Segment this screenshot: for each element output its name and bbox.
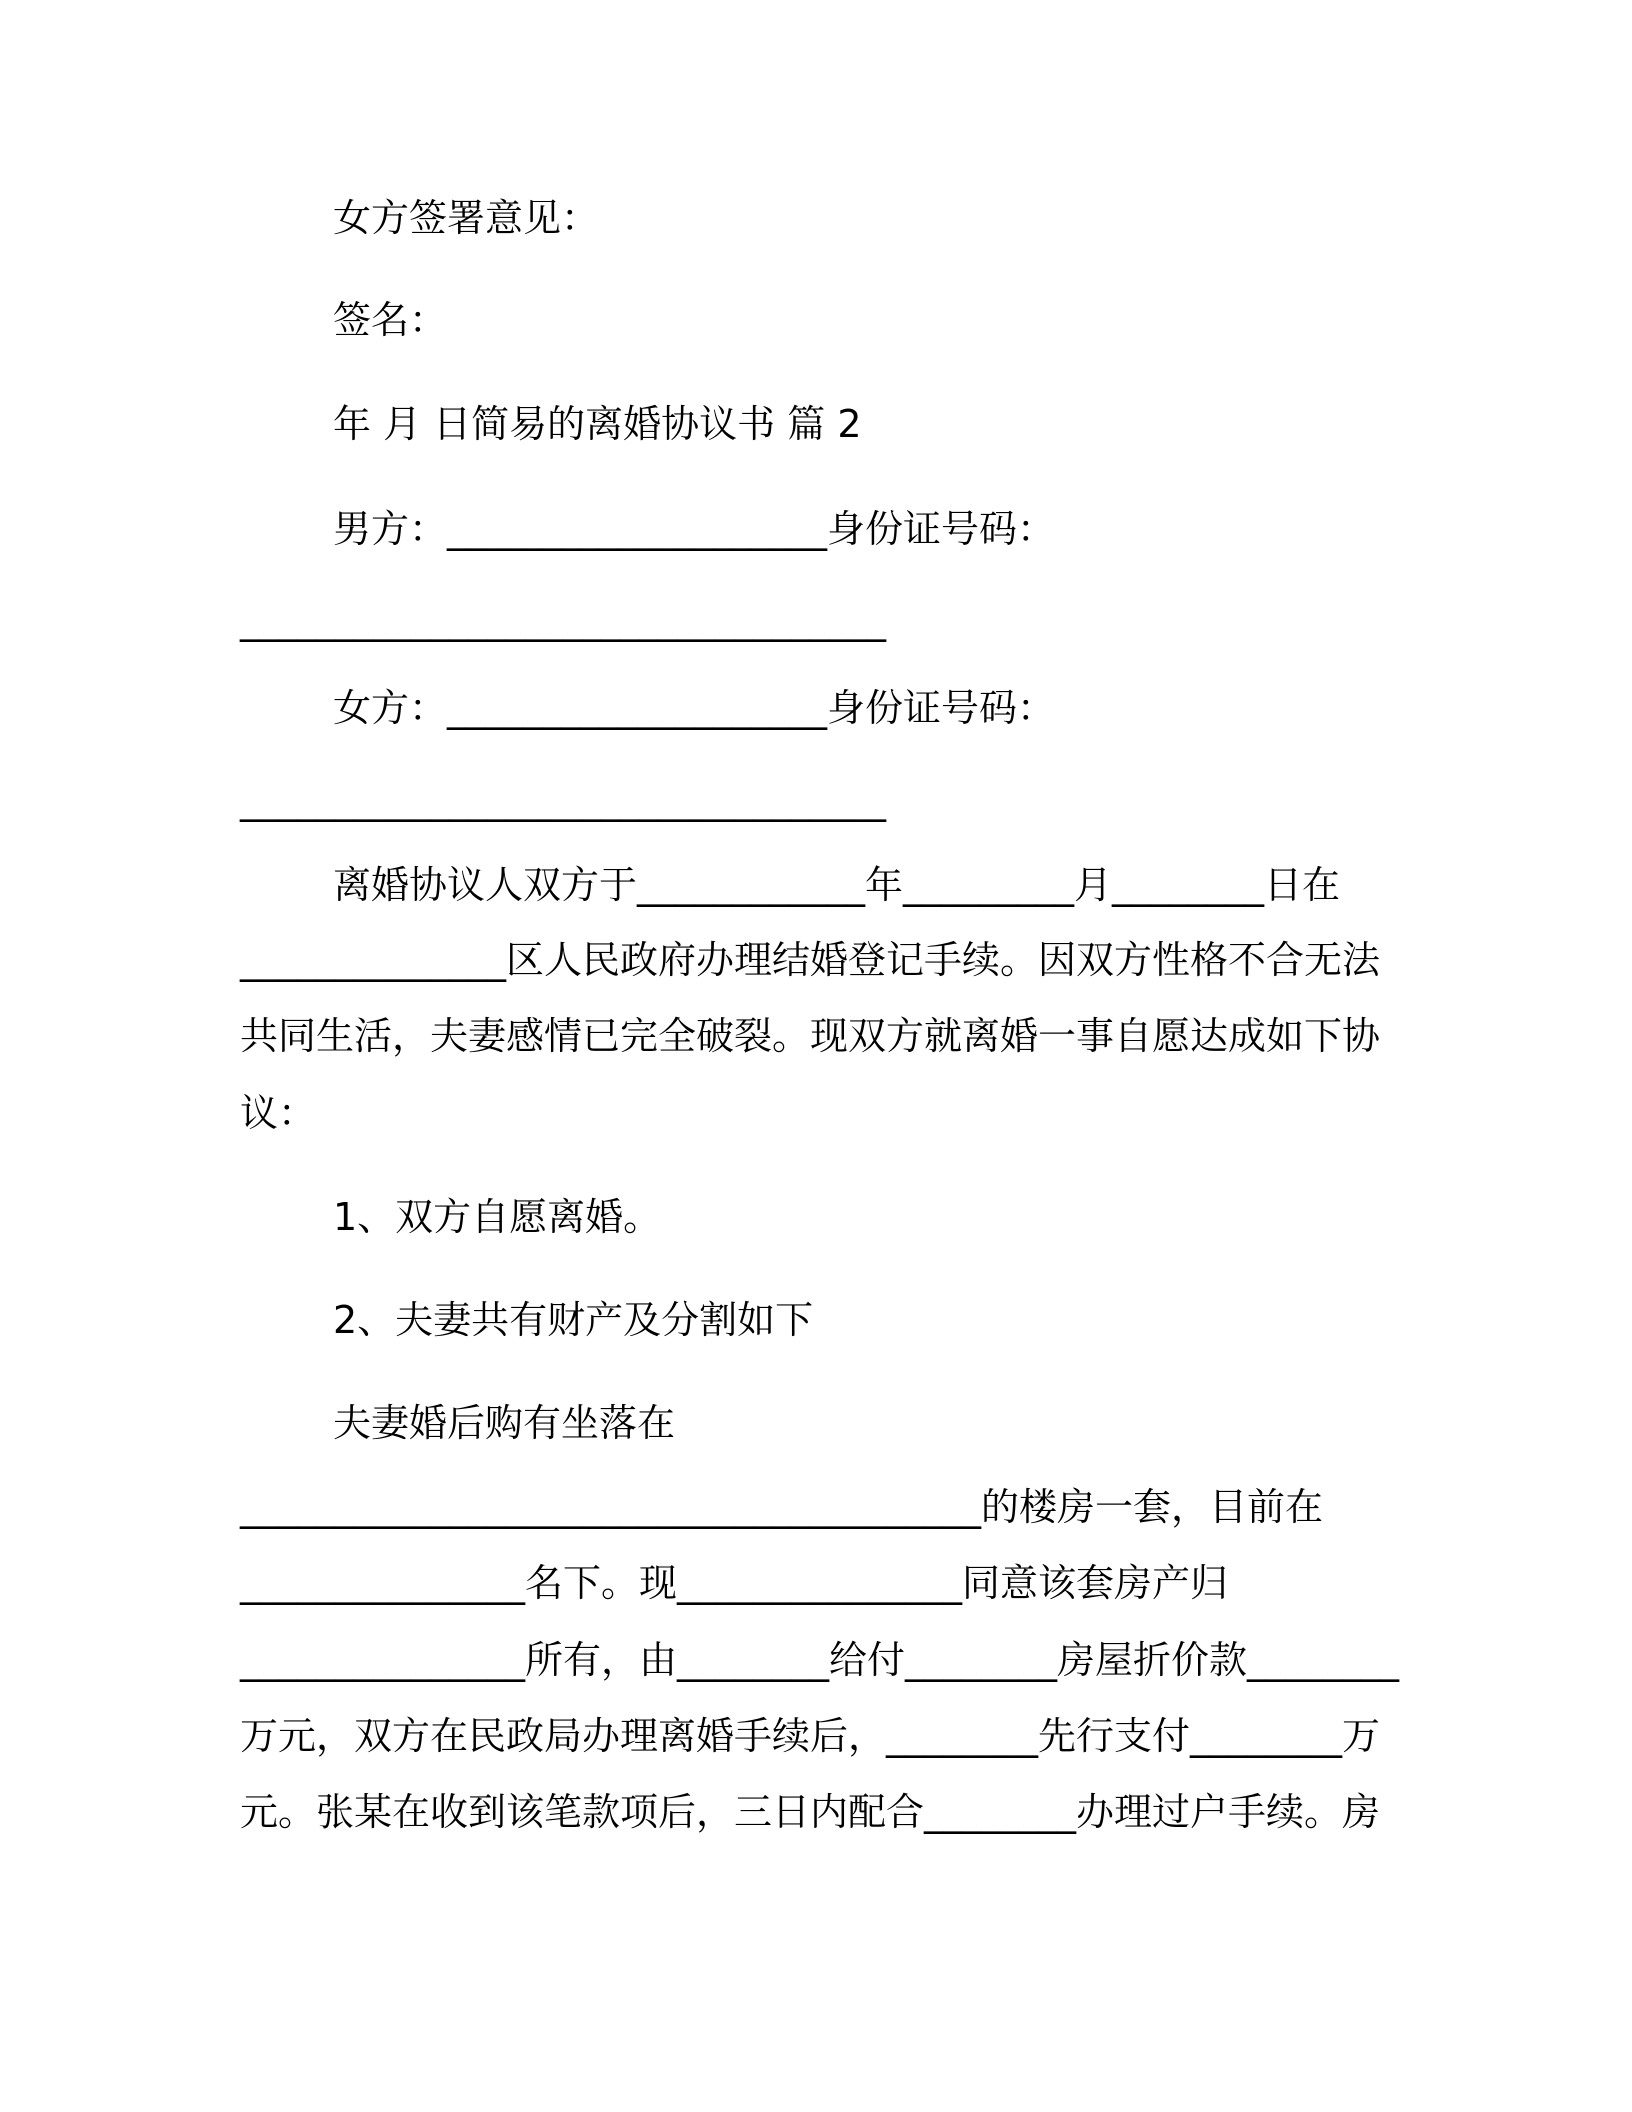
agreement-paragraph-line: 离婚协议人双方于____________年_________月________日在 bbox=[333, 863, 1341, 907]
female-id-blank: __________________________________ bbox=[240, 778, 886, 822]
agreement-paragraph-line: 共同生活，夫妻感情已完全破裂。现双方就离婚一事自愿达成如下协 bbox=[240, 1014, 1381, 1058]
signature-label: 签名： bbox=[333, 298, 448, 342]
property-paragraph-line: _______________________________________的楼房一套，目前在 bbox=[240, 1485, 1324, 1529]
male-id-blank: __________________________________ bbox=[240, 598, 886, 642]
property-paragraph-line: 夫妻婚后购有坐落在 bbox=[333, 1401, 676, 1445]
property-paragraph-line: 元。张某在收到该笔款项后，三日内配合________办理过户手续。房 bbox=[240, 1790, 1381, 1834]
agreement-paragraph-line: ______________区人民政府办理结婚登记手续。因双方性格不合无法 bbox=[240, 938, 1381, 982]
clause-1: 1、双方自愿离婚。 bbox=[333, 1195, 662, 1239]
agreement-paragraph-line: 议： bbox=[240, 1091, 317, 1135]
section-title: 年 月 日简易的离婚协议书 篇 2 bbox=[333, 402, 862, 446]
property-paragraph-line: _______________所有，由________给付________房屋折价款________ bbox=[240, 1638, 1400, 1682]
female-signature-opinion: 女方签署意见： bbox=[333, 196, 600, 240]
clause-2: 2、夫妻共有财产及分割如下 bbox=[333, 1298, 814, 1342]
property-paragraph-line: _______________名下。现_______________同意该套房产归 bbox=[240, 1561, 1229, 1605]
male-party-line: 男方：____________________身份证号码： bbox=[333, 507, 1056, 551]
property-paragraph-line: 万元，双方在民政局办理离婚手续后，________先行支付________万 bbox=[240, 1714, 1381, 1758]
female-party-line: 女方：____________________身份证号码： bbox=[333, 686, 1056, 730]
